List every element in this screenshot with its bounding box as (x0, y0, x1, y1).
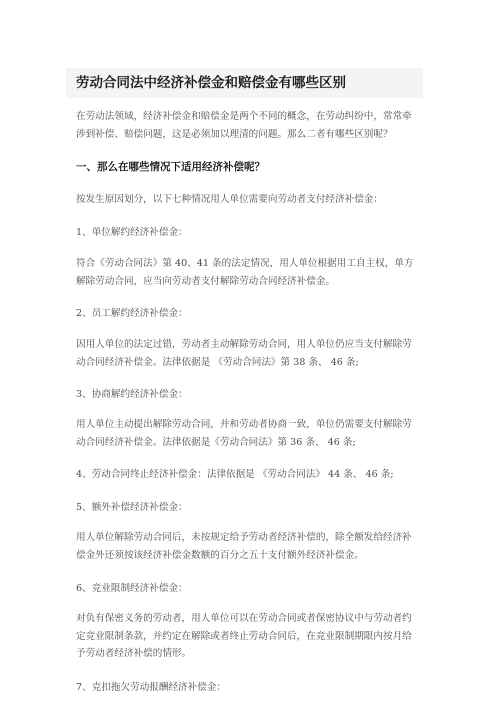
document-title: 劳动合同法中经济补偿金和赔偿金有哪些区别 (76, 75, 346, 91)
item-body-6 (76, 610, 420, 663)
intro-line: 涉到补偿、赔偿问题，这是必须加以理清的问题。那么二者有哪些区别呢？ (76, 128, 393, 140)
item-body-line: 动合同经济补偿金。法律依据是 《劳动合同法》第 38 条、 46 条; (76, 356, 359, 368)
item-body-line: 定竞业限制条款，并约定在解除或者终止劳动合同后，在竞业限制期限内按月给 (76, 630, 412, 642)
intro-line: 在劳动法领域，经济补偿金和赔偿金是两个不同的概念，在劳动纠纷中，常常牵 (76, 111, 412, 122)
item-body-5 (76, 529, 420, 564)
intro-paragraph (76, 108, 420, 143)
item-heading-6: 6、竞业限制经济补偿金： (76, 583, 188, 594)
section-lead: 按发生原因划分，以下七种情况用人单位需要向劳动者支付经济补偿金： (76, 194, 383, 205)
item-heading-3: 3、协商解约经济补偿金： (76, 389, 188, 400)
item-body-3 (76, 416, 420, 451)
item-body-1 (76, 255, 420, 290)
item-heading-1: 1、单位解约经济补偿金： (76, 227, 188, 238)
item-heading-4: 4、劳动合同终止经济补偿金：法律依据是 《劳动合同法》 44 条、 46 条; (76, 469, 394, 480)
item-body-line: 用人单位解除劳动合同后，未按规定给予劳动者经济补偿的，除全额发给经济补 (76, 532, 412, 543)
item-heading-2: 2、员工解约经济补偿金： (76, 308, 188, 319)
item-body-line: 因用人单位的法定过错，劳动者主动解除劳动合同，用人单位仍应当支付解除劳 (76, 339, 412, 350)
item-body-line: 动合同经济补偿金。法律依据是《劳动合同法》第 36 条、 46 条; (76, 436, 356, 448)
section-heading: 一、那么在哪些情况下适用经济补偿呢？ (76, 161, 265, 173)
item-heading-7: 7、克扣拖欠劳动报酬经济补偿金： (76, 682, 227, 693)
item-body-line: 解除劳动合同，应当向劳动者支付解除劳动合同经济补偿金。 (76, 275, 336, 287)
item-body-line: 偿金外还须按该经济补偿金数额的百分之五十支付额外经济补偿金。 (76, 549, 364, 561)
item-heading-5: 5、额外补偿经济补偿金： (76, 502, 188, 513)
item-body-line: 符合《劳动合同法》第 40、41 条的法定情况，用人单位根据用工自主权，单方 (76, 258, 414, 269)
item-body-line: 予劳动者经济补偿的情形。 (76, 648, 192, 659)
item-body-line: 用人单位主动提出解除劳动合同，并和劳动者协商一致，单位仍需要支付解除劳 (76, 419, 412, 430)
item-body-2 (76, 336, 420, 371)
item-body-line: 对负有保密义务的劳动者，用人单位可以在劳动合同或者保密协议中与劳动者约 (76, 613, 412, 624)
